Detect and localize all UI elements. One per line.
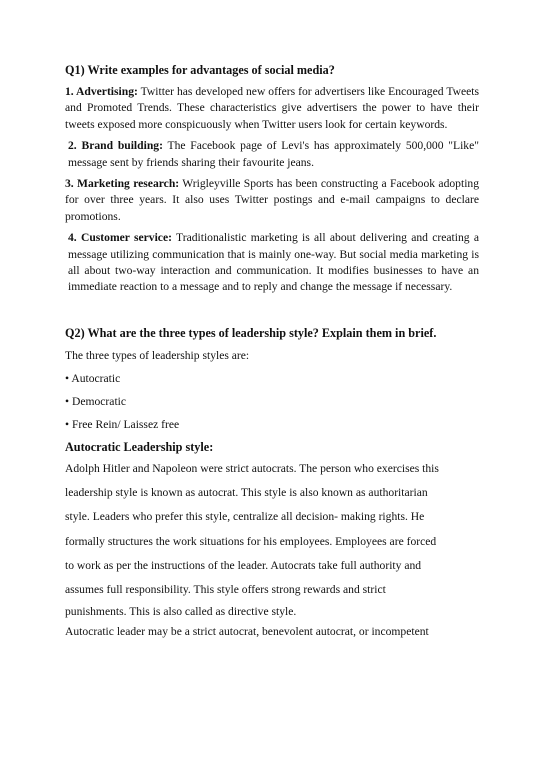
q1-item-lead: 4. Customer service:	[68, 231, 172, 245]
text-line: style. Leaders who prefer this style, centralize all decision- making rights. He	[65, 510, 425, 524]
text-line: leadership style is known as autocrat. This style is also known as authoritarian	[65, 486, 428, 500]
text-line: punishments. This is also called as directive style.	[65, 605, 297, 619]
q1-item-customer-service	[65, 230, 479, 296]
bullet-item: • Autocratic	[65, 371, 121, 385]
q1-item-brand-building	[65, 138, 479, 171]
text-line: formally structures the work situations for his employees. Employees are forced	[65, 534, 437, 548]
q1-item-lead: 1. Advertising:	[65, 85, 138, 98]
q2-intro: The three types of leadership styles are:	[65, 348, 250, 362]
bullet-item: • Democratic	[65, 394, 127, 408]
q2-first-paragraph: Adolph Hitler and Napoleon were strict autocrats. The person who exercises this	[65, 461, 439, 475]
q1-item-lead: 3. Marketing research:	[65, 177, 180, 191]
q1-item-text: Traditionalistic marketing is all about delivering and creating a message utilizing communication that is mainly one-way. But social media marketing is all about two-way interaction and communication. It modifies businesses to have an immediate reaction to a message and to reply and change the message if necessary.	[68, 231, 479, 294]
q1-item-text: Wrigleyville Sports has been constructing a Facebook adopting for over three years. It also uses Twitter postings and e-mail campaigns to declare promotions.	[65, 177, 480, 223]
q1-item-text: The Facebook page of Levi's has approximately 500,000 "Like" message sent by friends sharing their favourite jeans.	[68, 139, 479, 169]
text-line: to work as per the instructions of the leader. Autocrats take full authority and	[65, 558, 422, 572]
q1-item-text: Twitter has developed new offers for advertisers like Encouraged Tweets and Promoted Trends. These characteristics give advertisers the power to have their tweets exposed more conspicuously when Twitter users look for certain keywords.	[65, 85, 479, 131]
q1-item-lead: 2. Brand building:	[68, 139, 163, 153]
q1-item-marketing-research	[65, 176, 479, 225]
q1-item-advertising	[65, 84, 479, 133]
q1-heading: Q1) Write examples for advantages of social media?	[65, 63, 335, 77]
q2-subheading: Autocratic Leadership style:	[65, 439, 214, 454]
bullet-item: • Free Rein/ Laissez free	[65, 417, 180, 431]
q2-heading: Q2) What are the three types of leadership style? Explain them in brief.	[65, 325, 437, 340]
document-page	[65, 62, 479, 640]
q2-last-line: Autocratic leader may be a strict autocrat, benevolent autocrat, or incompetent	[65, 625, 429, 639]
text-line: assumes full responsibility. This style offers strong rewards and strict	[65, 583, 386, 597]
